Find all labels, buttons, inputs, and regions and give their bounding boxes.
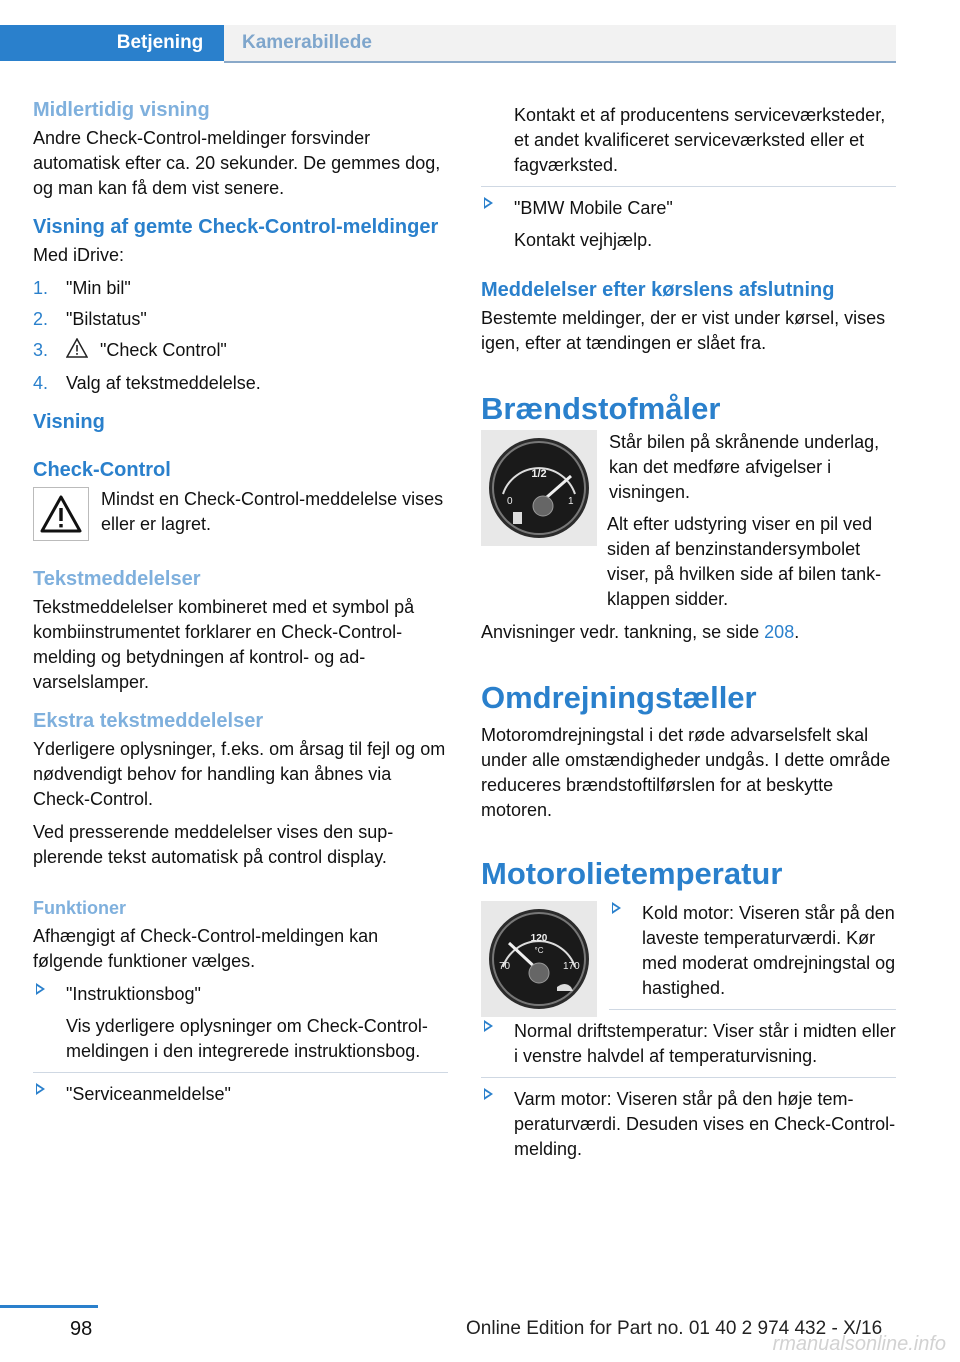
para-fuel-2: Alt efter udstyring viser en pil ved siden af benzinstandersymbolet viser, på hvilken side af bilen tankklappen sidder.: [607, 514, 882, 609]
fuel-gauge-zero-label: 0: [507, 496, 513, 507]
func-bmw-mobile-care: "BMW Mobile Care": [514, 198, 673, 218]
list-item: [33, 1082, 448, 1115]
oil-gauge-unit-label: °C: [534, 946, 544, 955]
func-instruktionsbog: "Instruktionsbog": [66, 984, 201, 1004]
oil-gauge-max-label: 170: [563, 961, 580, 972]
para-meddelelser-efter: Bestemte meldinger, der er vist under kørsel, vises igen, efter at tændingen er slået fra.: [481, 308, 886, 353]
func-bmw-mobile-care-desc: Kontakt vejhjælp.: [514, 230, 653, 250]
para-check-control: Mindst en Check-Control-meddelelse vises eller er lagret.: [101, 489, 444, 534]
footer-rule: [0, 1305, 98, 1308]
bullet-triangle-icon: [484, 197, 493, 209]
oil-list-a: [609, 901, 896, 1019]
tab-kamerabillede[interactable]: [224, 25, 896, 61]
list-item: [481, 1087, 896, 1170]
oil-list-b: [481, 1019, 896, 1170]
para-fuel-3: [481, 620, 896, 645]
list-item: [481, 196, 896, 261]
heading-gemte-meldinger: Visning af gemte Check-Control-meldinger: [33, 216, 439, 238]
step-number: 2.: [33, 309, 49, 329]
heading-funktioner: Funktioner: [33, 898, 126, 918]
bullet-triangle-icon: [484, 1020, 493, 1032]
steps-list: [33, 276, 448, 396]
right-column: [481, 103, 896, 1179]
oil-item-normal: Normal driftstemperatur: Viser står i midten eller i venstre halvdel af temperaturvisning.: [514, 1021, 896, 1066]
step-text: "Bilstatus": [66, 309, 147, 329]
bullet-triangle-icon: [36, 983, 45, 995]
heading-tekstmeddelelser: Tekstmeddelelser: [33, 568, 201, 590]
step-item: [33, 307, 448, 332]
fuel-gauge-half-label: 1/2: [531, 468, 547, 480]
heading-check-control: Check-Control: [33, 459, 171, 481]
para-omdrejningstaeller: Motoromdrejningstal i det røde advarselsfelt skal under alle omstændigheder undgås. I dette område reduceres brændstoftilførslen for at beskytte motoren.: [481, 725, 891, 820]
warning-triangle-icon: [33, 487, 89, 541]
oil-gauge-min-label: 70: [499, 961, 511, 972]
heading-braendstofmaaler: Brændstofmåler: [481, 391, 721, 426]
header-rule: [224, 61, 896, 63]
functions-list: [33, 982, 448, 1115]
list-item: [609, 901, 896, 1010]
page-number: 98: [70, 1318, 93, 1340]
left-column: [33, 98, 448, 1124]
check-control-row: [33, 487, 448, 541]
list-item: [33, 982, 448, 1073]
step-item: [33, 338, 448, 365]
functions-list-cont: [481, 103, 896, 261]
bullet-triangle-icon: [36, 1083, 45, 1095]
para-tekstmeddelelser: Tekstmeddelelser kombineret med et symbol på kombiinstrumentet forklarer en Check-Control-melding og betydningen af kontrol- og advarselslamper.: [33, 597, 415, 692]
oil-item-hot: Varm motor: Viseren står på den høje temperaturværdi. Desuden vises en Check-Control-melding.: [514, 1089, 896, 1159]
func-serviceanmeldelse: "Serviceanmeldelse": [66, 1084, 231, 1104]
step-number: 4.: [33, 373, 49, 393]
oil-item-cold: Kold motor: Viseren står på den laveste temperaturværdi. Kør med moderat omdrejningstal og hastighed.: [642, 903, 896, 998]
heading-midlertidig-visning: Midlertidig visning: [33, 99, 210, 121]
bullet-triangle-icon: [484, 1088, 493, 1100]
oil-row: [481, 901, 896, 1019]
para-ekstra-1: Yderligere oplysninger, f.eks. om årsag til fejl og om nødvendigt behov for handling kan åbnes via Check-Control.: [33, 739, 446, 809]
tab-betjening[interactable]: Betjening: [116, 32, 204, 53]
para-service-contact: Kontakt et af producentens serviceværksteder, et andet kvalificeret serviceværksted eller et fagværksted.: [514, 105, 886, 175]
heading-omdrejningstaeller: Omdrejningstæller: [481, 680, 757, 715]
heading-ekstra-tekstmeddelelser: Ekstra tekstmeddelelser: [33, 710, 264, 732]
heading-motorolietemperatur: Motorolietemperatur: [481, 856, 783, 891]
warning-triangle-icon: [66, 338, 88, 365]
para-ekstra-2: Ved presserende meddelelser vises den supplerende tekst automatisk på control display.: [33, 822, 394, 867]
step-text: Valg af tekstmeddelelse.: [66, 373, 261, 393]
heading-visning: Visning: [33, 411, 105, 433]
list-item: [481, 103, 896, 187]
step-number: 1.: [33, 278, 49, 298]
page-reference-link[interactable]: 208: [764, 622, 795, 642]
oil-gauge-mid-label: 120: [530, 933, 548, 944]
edition-text: Online Edition for Part no. 01 40 2 974 432 - X/16: [466, 1318, 883, 1339]
tab-kamerabillede-label: Kamerabillede: [242, 32, 372, 53]
oil-temperature-gauge-image: [481, 901, 597, 1017]
fuel-gauge-one-label: 1: [568, 496, 574, 507]
step-item: [33, 276, 448, 301]
fuel-pump-icon: [513, 512, 522, 524]
para-med-idrive: Med iDrive:: [33, 245, 125, 265]
heading-meddelelser-efter: Meddelelser efter kørslens afslutning: [481, 279, 835, 301]
para-fuel-3-end: .: [794, 622, 800, 642]
func-instruktionsbog-desc: Vis yderligere oplysninger om Check-Control-meldingen i den integrerede instruktionsbog.: [66, 1016, 428, 1061]
step-text: "Min bil": [66, 278, 131, 298]
para-fuel-3-text: Anvisninger vedr. tankning, se side: [481, 622, 765, 642]
step-text: "Check Control": [100, 340, 227, 360]
step-number: 3.: [33, 340, 49, 360]
watermark: rmanualsonline.info: [772, 1333, 946, 1355]
para-funktioner: Afhængigt af Check-Control-meldingen kan følgende funktioner vælges.: [33, 926, 379, 971]
list-item: [481, 1019, 896, 1078]
para-midlertidig: Andre Check-Control-meldinger forsvinder automatisk efter ca. 20 sekunder. De gemmes dog, og man kan få dem vist senere.: [33, 128, 441, 198]
para-fuel-1: Står bilen på skrånende underlag, kan det medføre afvigelser i visningen.: [609, 432, 880, 502]
bullet-triangle-icon: [612, 902, 621, 914]
step-item: [33, 371, 448, 396]
fuel-gauge-image: [481, 430, 597, 546]
